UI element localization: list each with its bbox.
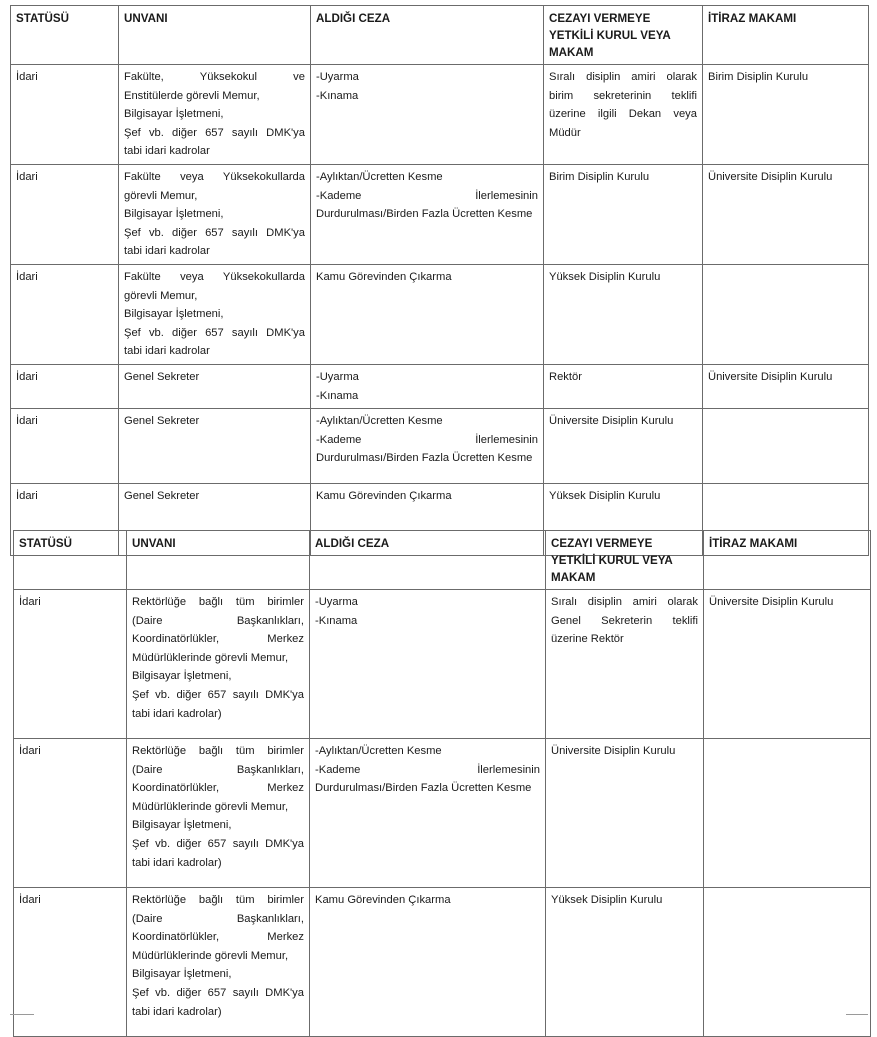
yetkili-cell [546, 739, 704, 888]
unvan-line: (Daire Başkanlıkları, [132, 912, 304, 925]
status-cell: İdari [11, 364, 119, 408]
unvan-line: Müdürlüklerinde görevli Memur, [132, 800, 289, 813]
yetkili-line: Yüksek Disiplin Kurulu [549, 270, 661, 283]
header-ceza: ALDIĞI CEZA [310, 531, 546, 590]
unvan-line: Müdürlüklerinde görevli Memur, [132, 651, 289, 664]
yetkili-line: üzerine ilgili Dekan veya [549, 108, 697, 121]
header-ceza: ALDIĞI CEZA [311, 6, 544, 65]
itiraz-line: Birim Disiplin Kurulu [708, 71, 809, 83]
table-row [11, 164, 869, 264]
unvan-line: Bilgisayar İşletmeni, [124, 308, 224, 321]
unvan-line: Şef vb. diğer 657 sayılı DMK'ya [132, 688, 304, 701]
table-row [14, 739, 871, 888]
ceza-cell [310, 739, 546, 888]
unvan-line: görevli Memur, [124, 289, 198, 302]
status-cell: İdari [11, 164, 119, 264]
ceza-line: -Kınama [316, 89, 359, 102]
yetkili-cell [544, 364, 703, 408]
itiraz-cell [703, 264, 869, 364]
yetkili-line: Yüksek Disiplin Kurulu [549, 490, 661, 503]
status-cell: İdari [14, 739, 127, 888]
unvan-line: Rektörlüğe bağlı tüm birimler [132, 745, 304, 757]
ceza-cell [311, 65, 544, 165]
unvan-line: (Daire Başkanlıkları, [132, 614, 304, 627]
unvan-cell [127, 888, 310, 1037]
status-cell: İdari [11, 65, 119, 165]
unvan-line: Rektörlüğe bağlı tüm birimler [132, 894, 304, 906]
discipline-table-1 [10, 5, 869, 556]
unvan-cell [127, 739, 310, 888]
unvan-line: tabi idari kadrolar [124, 145, 210, 158]
yetkili-line: Müdür [549, 126, 581, 139]
header-status: STATÜSÜ [11, 6, 119, 65]
table-row [11, 65, 869, 165]
yetkili-line: Rektör [549, 370, 582, 383]
table-row [11, 409, 869, 484]
bottom-rule-right [846, 1014, 868, 1015]
unvan-line: Şef vb. diğer 657 sayılı DMK'ya [124, 126, 305, 139]
unvan-line: Bilgisayar İşletmeni, [124, 108, 224, 121]
unvan-cell [119, 364, 311, 408]
unvan-line: Koordinatörlükler, Merkez [132, 931, 304, 944]
unvan-line: Bilgisayar İşletmeni, [124, 208, 224, 221]
status-cell: İdari [14, 888, 127, 1037]
yetkili-cell [544, 65, 703, 165]
unvan-line: Bilgisayar İşletmeni, [132, 670, 232, 683]
ceza-line: -Uyarma [315, 596, 358, 608]
unvan-cell [119, 65, 311, 165]
header-itiraz: İTİRAZ MAKAMI [704, 531, 871, 590]
ceza-line: -Kademe İlerlemesinin [316, 433, 538, 446]
ceza-line: Durdurulması/Birden Fazla Ücretten Kesme [315, 782, 532, 795]
itiraz-cell [703, 409, 869, 484]
table-row [11, 364, 869, 408]
ceza-cell [311, 164, 544, 264]
yetkili-line: Sıralı disiplin amiri olarak [549, 71, 697, 83]
ceza-line: Durdurulması/Birden Fazla Ücretten Kesme [316, 208, 533, 221]
unvan-line: Müdürlüklerinde görevli Memur, [132, 949, 289, 962]
status-cell: İdari [11, 409, 119, 484]
unvan-line: Bilgisayar İşletmeni, [132, 968, 232, 981]
unvan-line: (Daire Başkanlıkları, [132, 763, 304, 776]
unvan-line: Koordinatörlükler, Merkez [132, 633, 304, 646]
yetkili-line: birim sekreterinin teklifi [549, 89, 697, 102]
unvan-line: Şef vb. diğer 657 sayılı DMK'ya [132, 986, 304, 999]
ceza-line: Kamu Görevinden Çıkarma [316, 270, 452, 283]
yetkili-line: Üniversite Disiplin Kurulu [549, 415, 674, 428]
status-cell: İdari [14, 590, 127, 739]
itiraz-cell [704, 739, 871, 888]
yetkili-line: Genel Sekreterin teklifi [551, 614, 698, 627]
unvan-line: Şef vb. diğer 657 sayılı DMK'ya [124, 226, 305, 239]
status-cell: İdari [11, 264, 119, 364]
unvan-cell [119, 264, 311, 364]
header-unvan: UNVANI [119, 6, 311, 65]
header-status: STATÜSÜ [14, 531, 127, 590]
header-yetkili: CEZAYI VERMEYE YETKİLİ KURUL VEYA MAKAM [546, 531, 704, 590]
unvan-line: Koordinatörlükler, Merkez [132, 782, 304, 795]
discipline-table-2 [13, 530, 871, 1037]
itiraz-cell [703, 364, 869, 408]
ceza-cell [311, 364, 544, 408]
yetkili-line: Birim Disiplin Kurulu [549, 170, 650, 183]
unvan-line: tabi idari kadrolar) [132, 1005, 222, 1018]
header-itiraz: İTİRAZ MAKAMI [703, 6, 869, 65]
ceza-line: -Kademe İlerlemesinin [316, 189, 538, 202]
unvan-line: görevli Memur, [124, 189, 198, 202]
unvan-line: Genel Sekreter [124, 490, 200, 503]
ceza-line: -Kademe İlerlemesinin [315, 763, 540, 776]
yetkili-cell [544, 409, 703, 484]
ceza-line: -Kınama [316, 389, 359, 402]
unvan-line: Bilgisayar İşletmeni, [132, 819, 232, 832]
unvan-cell [127, 590, 310, 739]
yetkili-cell [544, 164, 703, 264]
ceza-line: -Kınama [315, 614, 358, 627]
yetkili-line: Üniversite Disiplin Kurulu [551, 745, 676, 757]
unvan-cell [119, 409, 311, 484]
table-row [14, 590, 871, 739]
ceza-cell [311, 409, 544, 484]
yetkili-cell [546, 590, 704, 739]
unvan-line: Fakülte, Yüksekokul ve [124, 71, 305, 83]
ceza-cell [310, 590, 546, 739]
itiraz-line: Üniversite Disiplin Kurulu [709, 596, 834, 608]
unvan-line: Rektörlüğe bağlı tüm birimler [132, 596, 304, 608]
unvan-line: tabi idari kadrolar [124, 345, 210, 358]
status-cell: İdari [11, 484, 119, 556]
ceza-line: -Uyarma [316, 370, 359, 383]
itiraz-cell [703, 65, 869, 165]
unvan-line: Enstitülerde görevli Memur, [124, 89, 260, 102]
ceza-line: -Aylıktan/Ücretten Kesme [316, 415, 443, 428]
itiraz-cell [703, 164, 869, 264]
ceza-line: -Aylıktan/Ücretten Kesme [315, 745, 442, 757]
unvan-line: Genel Sekreter [124, 370, 200, 383]
unvan-line: tabi idari kadrolar [124, 245, 210, 258]
yetkili-line: Yüksek Disiplin Kurulu [551, 894, 663, 906]
table-row [14, 888, 871, 1037]
bottom-rule-left [10, 1014, 34, 1015]
table-header-row [14, 531, 871, 590]
itiraz-line: Üniversite Disiplin Kurulu [708, 370, 833, 383]
ceza-line: Durdurulması/Birden Fazla Ücretten Kesme [316, 452, 533, 465]
unvan-line: Genel Sekreter [124, 415, 200, 428]
table-row [11, 264, 869, 364]
table-header-row [11, 6, 869, 65]
unvan-cell [119, 164, 311, 264]
yetkili-line: üzerine Rektör [551, 633, 624, 646]
header-yetkili: CEZAYI VERMEYE YETKİLİ KURUL VEYA MAKAM [544, 6, 703, 65]
unvan-line: Şef vb. diğer 657 sayılı DMK'ya [132, 837, 304, 850]
itiraz-cell [704, 590, 871, 739]
yetkili-line: Sıralı disiplin amiri olarak [551, 596, 698, 608]
yetkili-cell [544, 264, 703, 364]
header-unvan: UNVANI [127, 531, 310, 590]
yetkili-cell [546, 888, 704, 1037]
unvan-line: Fakülte veya Yüksekokullarda [124, 170, 305, 183]
unvan-line: tabi idari kadrolar) [132, 856, 222, 869]
ceza-line: Kamu Görevinden Çıkarma [316, 490, 452, 503]
itiraz-line: Üniversite Disiplin Kurulu [708, 170, 833, 183]
ceza-cell [311, 264, 544, 364]
ceza-line: -Aylıktan/Ücretten Kesme [316, 170, 443, 183]
ceza-line: Kamu Görevinden Çıkarma [315, 894, 451, 906]
unvan-line: tabi idari kadrolar) [132, 707, 222, 720]
unvan-line: Fakülte veya Yüksekokullarda [124, 270, 305, 283]
unvan-line: Şef vb. diğer 657 sayılı DMK'ya [124, 326, 305, 339]
ceza-cell [310, 888, 546, 1037]
ceza-line: -Uyarma [316, 71, 359, 83]
